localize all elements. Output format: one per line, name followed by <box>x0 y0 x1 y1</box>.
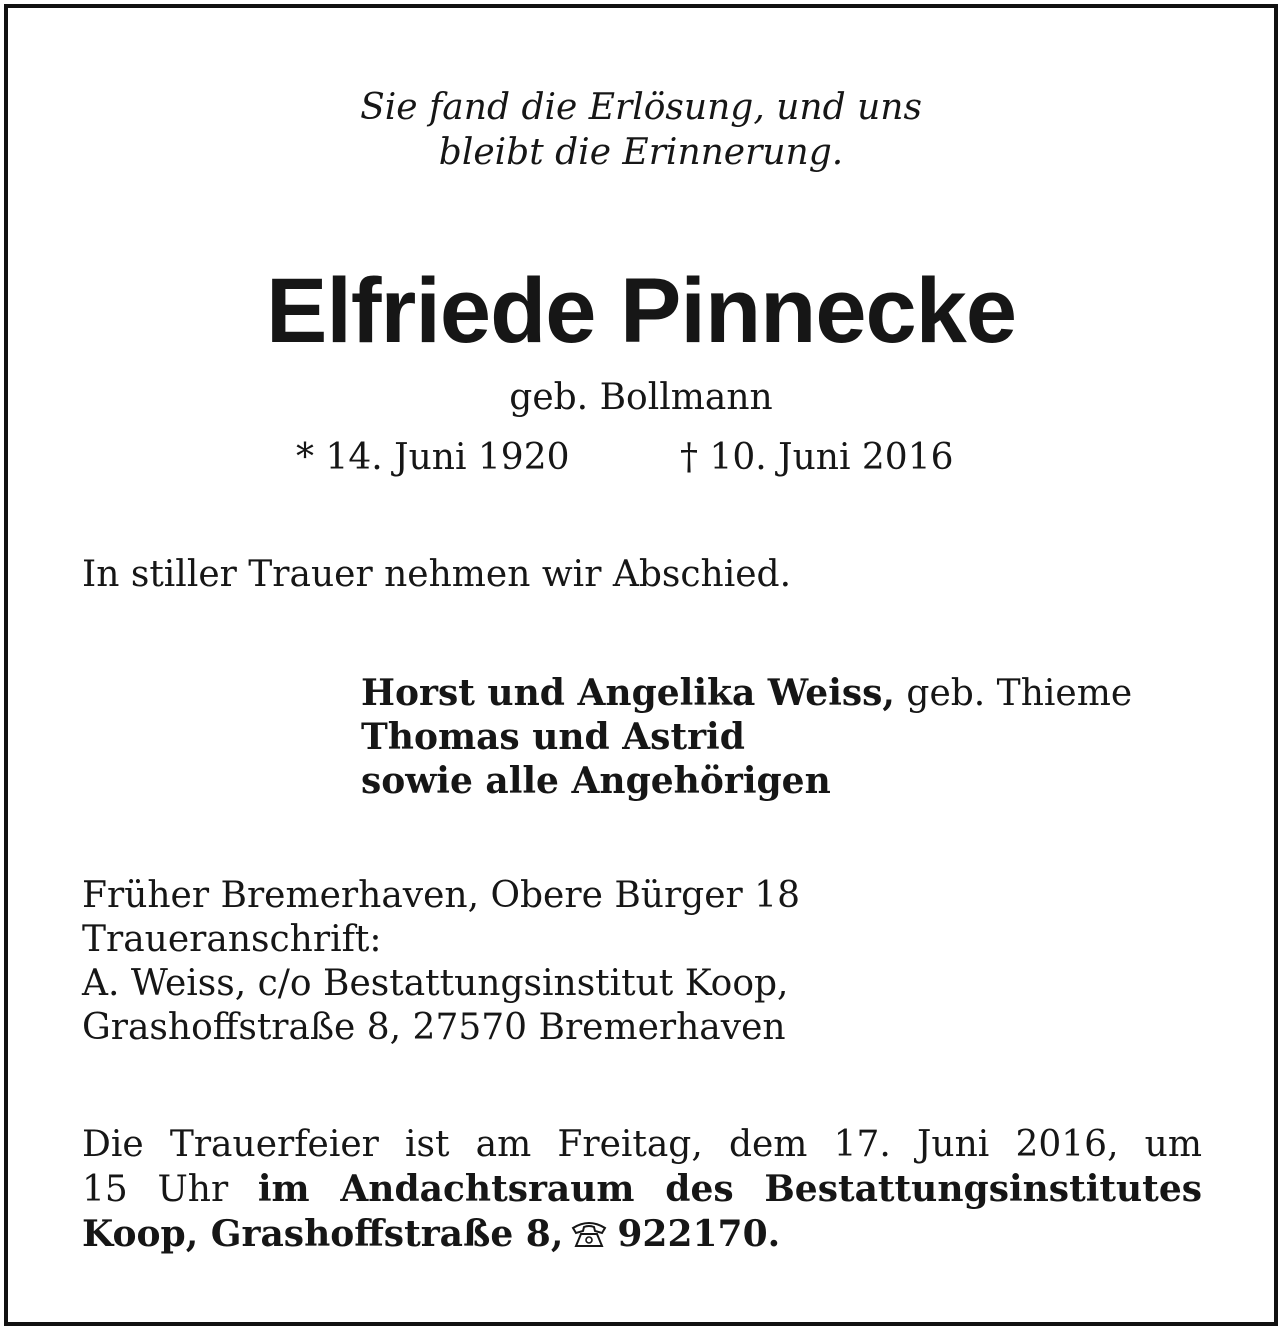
motto-line-1: Sie fand die Erlösung, und uns <box>360 87 922 128</box>
birth-name: geb. Bollmann <box>509 377 773 418</box>
mourners-names: Horst und Angelika Weiss, <box>361 672 895 714</box>
ceremony-location: im Andachtsraum des Bestattungsinstitutes <box>257 1168 1202 1210</box>
ceremony-line-2 <box>82 1167 1202 1212</box>
ceremony-time: 15 Uhr <box>82 1169 258 1210</box>
former-address: Früher Bremerhaven, Obere Bürger 18 <box>82 875 800 916</box>
obituary-notice <box>4 4 1278 1326</box>
mourning-address-line-1: A. Weiss, c/o Bestattungsinstitut Koop, <box>82 963 789 1004</box>
mourners-maiden-name: geb. Thieme <box>894 673 1133 714</box>
birth-date: * 14. Juni 1920 <box>296 437 570 478</box>
ceremony-address: Koop, Grashoffstraße 8, <box>82 1213 564 1255</box>
mourning-address-label: Traueranschrift: <box>82 919 382 960</box>
mourners-line-1 <box>361 671 1132 716</box>
ceremony-line-3 <box>82 1212 1202 1256</box>
farewell-text: In stiller Trauer nehmen wir Abschied. <box>82 554 792 595</box>
ceremony-info <box>82 1123 1202 1256</box>
mourners-line-3: sowie alle Angehörigen <box>361 760 831 802</box>
phone-number: 922170. <box>617 1213 781 1255</box>
mourning-address-line-2: Grashoffstraße 8, 27570 Bremerhaven <box>82 1007 786 1048</box>
mourners-line-2: Thomas und Astrid <box>361 716 745 758</box>
death-date: † 10. Juni 2016 <box>680 437 954 478</box>
telephone-icon <box>569 1215 609 1245</box>
deceased-name: Elfriede Pinnecke <box>266 260 1016 362</box>
motto-line-2: bleibt die Erinnerung. <box>438 132 844 173</box>
ceremony-line-1: Die Trauerfeier ist am Freitag, dem 17. Juni 2016, um <box>82 1124 1202 1165</box>
